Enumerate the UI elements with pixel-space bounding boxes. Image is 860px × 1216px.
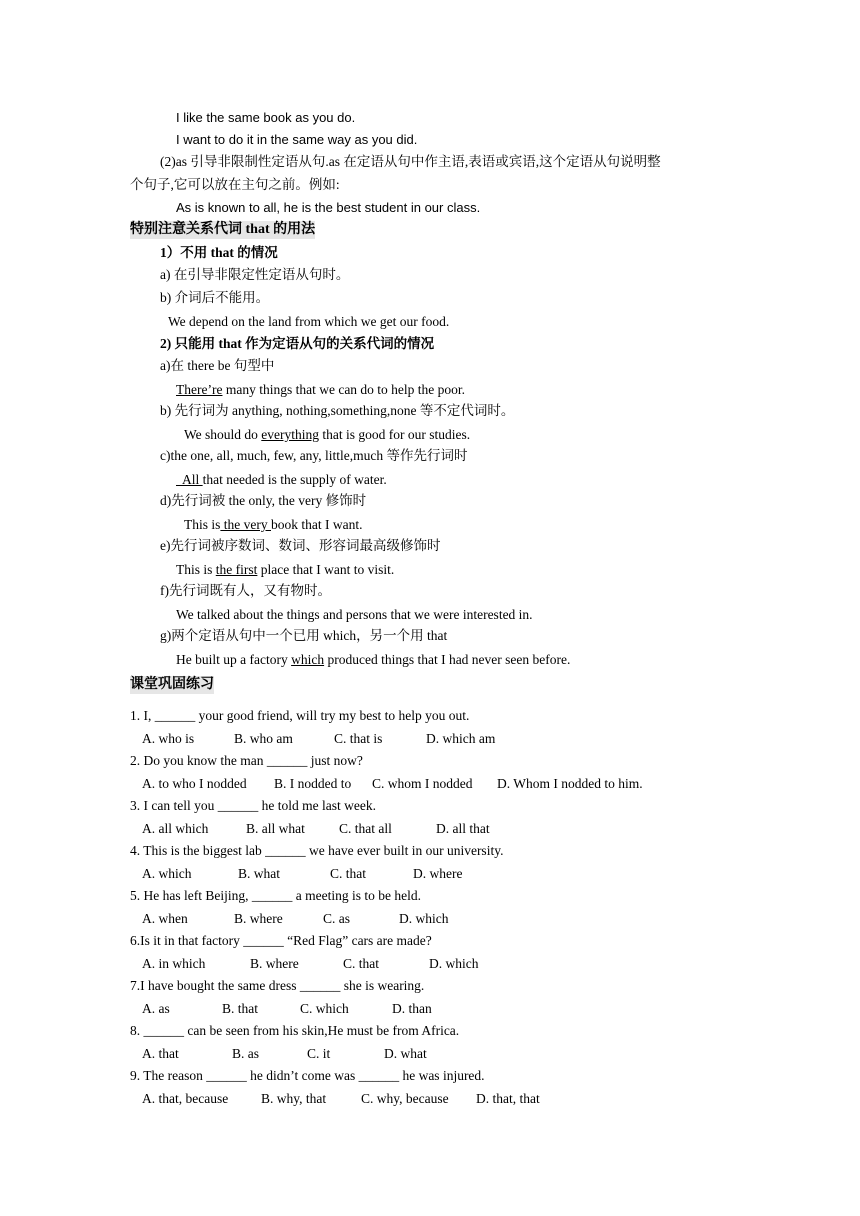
question-stem: 4. This is the biggest lab ______ we have ever built in our university. [130,843,504,858]
no-that-title: 1）不用 that 的情况 [160,245,278,260]
answer-option-a: A. all which [142,821,209,836]
only-that-example-g [176,651,570,669]
only-that-example-a [176,381,465,399]
only-that-title: 2) 只能用 that 作为定语从句的关系代词的情况 [160,336,435,351]
example-text: place that I want to visit. [257,562,395,577]
answer-option-c: C. that all [339,821,392,836]
question-stem: 8. ______ can be seen from his skin,He must be from Africa. [130,1023,460,1038]
answer-option-b: B. I nodded to [274,776,352,791]
answer-option-a: A. that [142,1046,179,1061]
as-clause-example: As is known to all, he is the best student in our class. [176,200,481,215]
example-text: This is [184,517,221,532]
example-same-as-2: I want to do it in the same way as you did. [176,132,418,147]
answer-option-b: B. what [238,866,280,881]
answer-option-c: C. whom I nodded [372,776,473,791]
underlined-word: the very [220,517,271,532]
answer-option-b: B. where [250,956,299,971]
as-clause-rule-line2: 个句子,它可以放在主句之前。例如: [130,177,340,192]
answer-option-a: A. when [142,911,188,926]
answer-option-a: A. as [142,1001,170,1016]
only-that-example-d [184,516,362,534]
example-text: many things that we can do to help the poor. [222,382,466,397]
answer-option-c: C. which [300,1001,349,1016]
no-that-rule-b: b) 介词后不能用。 [160,290,270,305]
answer-option-d: D. that, that [476,1091,540,1106]
answer-option-a: A. to who I nodded [142,776,247,791]
example-text: He built up a factory [176,652,292,667]
answer-option-d: D. where [413,866,463,881]
answer-option-d: D. which [429,956,479,971]
question-stem: 2. Do you know the man ______ just now? [130,753,363,768]
answer-option-b: B. where [234,911,283,926]
only-that-rule-f: f)先行词既有人，又有物时。 [160,583,331,598]
answer-option-c: C. that is [334,731,383,746]
that-usage-heading: 特别注意关系代词 that 的用法 [130,222,316,237]
only-that-rule-a: a)在 there be 句型中 [160,358,275,373]
example-text: This is [176,562,216,577]
underlined-word: All [176,472,203,487]
answer-option-a: A. that, because [142,1091,229,1106]
question-stem: 1. I, ______ your good friend, will try my best to help you out. [130,708,470,723]
no-that-example: We depend on the land from which we get our food. [168,314,450,329]
answer-option-d: D. which am [426,731,496,746]
only-that-rule-b: b) 先行词为 anything, nothing,something,none 等不定代词时。 [160,403,515,418]
only-that-example-c [176,471,387,489]
question-stem: 5. He has left Beijing, ______ a meeting is to be held. [130,888,421,903]
answer-option-b: B. all what [246,821,305,836]
no-that-rule-a: a) 在引导非限定性定语从句时。 [160,267,350,282]
answer-option-c: C. why, because [361,1091,449,1106]
question-stem: 6.Is it in that factory ______ “Red Flag” cars are made? [130,933,432,948]
answer-option-b: B. as [232,1046,259,1061]
only-that-rule-d: d)先行词被 the only, the very 修饰时 [160,493,367,508]
answer-option-b: B. that [222,1001,258,1016]
question-stem: 3. I can tell you ______ he told me last week. [130,798,376,813]
answer-option-c: C. it [307,1046,331,1061]
answer-option-d: D. all that [436,821,490,836]
example-same-as-1: I like the same book as you do. [176,110,356,125]
answer-option-a: A. which [142,866,192,881]
answer-option-b: B. who am [234,731,293,746]
answer-option-d: D. what [384,1046,427,1061]
answer-option-c: C. that [330,866,366,881]
question-stem: 9. The reason ______ he didn’t come was ______ he was injured. [130,1068,485,1083]
only-that-example-f: We talked about the things and persons that we were interested in. [176,607,533,622]
answer-option-d: D. which [399,911,449,926]
answer-option-c: C. as [323,911,350,926]
underlined-word: which [291,652,325,667]
answer-option-a: A. in which [142,956,206,971]
answer-option-b: B. why, that [261,1091,327,1106]
practice-heading: 课堂巩固练习 [130,677,214,692]
underlined-word: everything [261,427,320,442]
only-that-rule-c: c)the one, all, much, few, any, little,much 等作先行词时 [160,448,468,463]
question-stem: 7.I have bought the same dress ______ she is wearing. [130,978,425,993]
only-that-rule-e: e)先行词被序数词、数词、形容词最高级修饰时 [160,538,441,553]
example-text: that needed is the supply of water. [202,472,387,487]
example-text: book that I want. [271,517,363,532]
only-that-example-b [184,426,470,444]
example-text: produced things that I had never seen before. [324,652,571,667]
answer-option-d: D. than [392,1001,432,1016]
as-clause-rule-line1: (2)as 引导非限制性定语从句.as 在定语从句中作主语,表语或宾语,这个定语从句说明整 [160,154,661,169]
example-text: We should do [184,427,262,442]
underlined-word: the first [215,562,258,577]
only-that-example-e [176,561,394,579]
example-text: that is good for our studies. [319,427,471,442]
only-that-rule-g: g)两个定语从句中一个已用 which，另一个用 that [160,628,448,643]
underlined-word: There’re [176,382,223,397]
answer-option-a: A. who is [142,731,195,746]
answer-option-d: D. Whom I nodded to him. [497,776,643,791]
answer-option-c: C. that [343,956,379,971]
